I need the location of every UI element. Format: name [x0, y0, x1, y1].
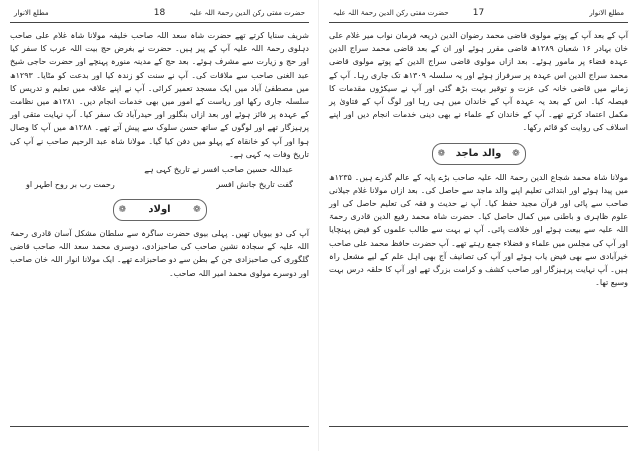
section-heading-label: اولاد — [148, 204, 171, 216]
right-page — [319, 0, 638, 451]
left-page-body — [10, 29, 309, 280]
right-page-number: 17 — [472, 8, 485, 18]
ornament-icon: ❁ — [511, 148, 520, 159]
ornament-icon: ❁ — [192, 205, 201, 216]
section-heading-father — [432, 143, 526, 165]
right-header-book-title: مطلع الانوار — [589, 9, 624, 17]
left-header-chapter-title: حضرت مفتی رکن الدین رحمۃ اللہ علیہ — [189, 9, 305, 17]
left-paragraph-2: آپ کی دو بیویاں تھیں۔ پہلی بیوی حضرت ساگرہ سے سلطان مشکل آسان قادری رحمۃ اللہ علیہ کے سجادہ نشین صاحب کی صاحبزادی، دوسری محمد سعد اللہ صاحب قاضی گلگوری کی صاحبزادی جن کے بطن سے دو صاحبزادے تھے۔ ایک مولانا انوار اللہ خان صاحب اور دوسرے مولوی محمد امیر اللہ صاحب۔ — [10, 229, 309, 278]
right-page-header — [329, 6, 628, 23]
ornament-icon: ❁ — [118, 205, 127, 216]
right-page-body — [329, 29, 628, 289]
left-page-number: 18 — [153, 8, 166, 18]
verse-intro: عبداللہ حسین صاحب افسر نے تاریخ کہی ہے — [144, 165, 293, 175]
section-heading-label: والد ماجد — [455, 148, 502, 160]
verse-line-1: گفت تاریخ جانش افسر — [216, 180, 293, 190]
left-page-header — [10, 6, 309, 23]
right-header-chapter-title: حضرت مفتی رکن الدین رحمۃ اللہ علیہ — [333, 9, 449, 17]
verse-couplet — [10, 178, 309, 191]
section-heading-children — [113, 199, 207, 221]
verse-line-2: رحمت رب بر روح اطہر او — [26, 180, 115, 190]
right-paragraph-2: مولانا شاہ محمد شجاع الدین رحمۃ اللہ علیہ صاحب بڑے پایہ کے عالم گذرے ہیں۔ ۱۲۳۵ھ میں پیدا ہوئے اور ابتدائی تعلیم اپنے والد ماجد سے حاصل کی۔ بعد ازاں مولانا غلام جیلانی صاحب سے پائی اور قرآن مجید حفظ کیا۔ آپ نے حدیث و فقہ کی تعلیم حاصل کی اور علوم ظاہری و باطنی میں کمال حاصل کیا۔ حضرت شاہ محمد رفیع الدین قادری رحمۃ اللہ علیہ سے بیعت ہوئے اور خلافت پائی۔ آپ نے بہت سے طالب علموں کو فیض پہنچایا اور آپ کی مجلس میں علماء و فضلاء جمع رہتے تھے۔ آپ حضرت حافظ محمد علی صاحب خیرآبادی سے بھی فیض یاب ہوئے اور آپ کی تصانیف آج بھی اہل علم کے لیے مشعل راہ ہیں۔ آپ نہایت پرہیزگار اور صاحب کشف و کرامت بزرگ تھے اور آپ کا حلقہ درس بہت وسیع تھا۔ — [329, 172, 628, 288]
left-footer-rule — [10, 426, 309, 427]
right-footer-rule — [329, 426, 628, 427]
left-paragraph-1: شریف سنایا کرتے تھے حضرت شاہ سعد اللہ صاحب خلیفہ مولانا شاہ غلام علی صاحب دہلوی رحمۃ اللہ علیہ آپ کے پیر ہیں۔ حضرت نے بغرض حج بیت اللہ عرب کا سفر کیا اور حج و زیارت سے مشرف ہوئے۔ بعد حج کے مدینہ منورہ پہنچے اور حضرت حاجی شیخ عبد الغنی صاحب سے ملاقات کی۔ آپ نے سنت کو زندہ کیا اور بدعت کو مٹایا۔ ۱۲۹۳ھ میں مصطفیٰ آباد میں ایک مسجد تعمیر کرائی۔ آپ نے اپنے علاقہ میں تعلیم و تدریس کا سلسلہ جاری رکھا اور ریاست کے امور میں بھی خدمات انجام دیں۔ ۱۲۸۱ھ میں نظامت کے عہدہ پر فائز ہوئے اور بعد ازاں بنگلور اور حیدرآباد تک سفر کیا۔ آپ نہایت متقی اور پرہیزگار تھے اور لوگوں کے ساتھ حسن سلوک سے پیش آتے تھے۔ ۱۲۸۸ھ میں آپ کا وصال ہوا اور آپ کو خانقاہ کے پہلو میں دفن کیا گیا۔ مولانا شاہ عبد الرحیم صاحب نے آپ کی تاریخ وفات یہ کہی ہے۔ — [10, 31, 310, 159]
right-paragraph-1: آپ کے بعد آپ کے پوتے مولوی قاضی محمد رضوان الدین ذریعہ فرمان نواب میر غلام علی خان بہادر ۱۶ شعبان ۱۲۸۹ھ قاضی مقرر ہوئے اور ان کے بعد قاضی محمد سراج الدین عہدہ قضاء پر مامور ہوئے۔ بعد ازاں مولوی قاضی سراج الدین کے پوتے مولوی قاضی محمد سراج الدین اس عہدہ پر سرفراز ہوئے اور یہ سلسلہ ۱۳۰۹ھ تک جاری رہا۔ آپ کے زمانے میں قاضی خانہ کی عزت و توقیر بہت بڑھ گئی اور آپ نے سیکڑوں مقدمات کا فیصلہ کیا۔ اس کے بعد یہ عہدہ آپ کے خاندان میں ہی رہا اور لوگ آپ کے فتاویٰ پر مکمل اعتماد کرتے تھے۔ آپ کے خاندان کے علماء نے بھی دینی خدمات انجام دیں اور اپنے اسلاف کی روایت کو قائم رکھا۔ — [329, 31, 629, 133]
ornament-icon: ❁ — [437, 148, 446, 159]
left-header-book-title: مطلع الانوار — [14, 9, 49, 17]
